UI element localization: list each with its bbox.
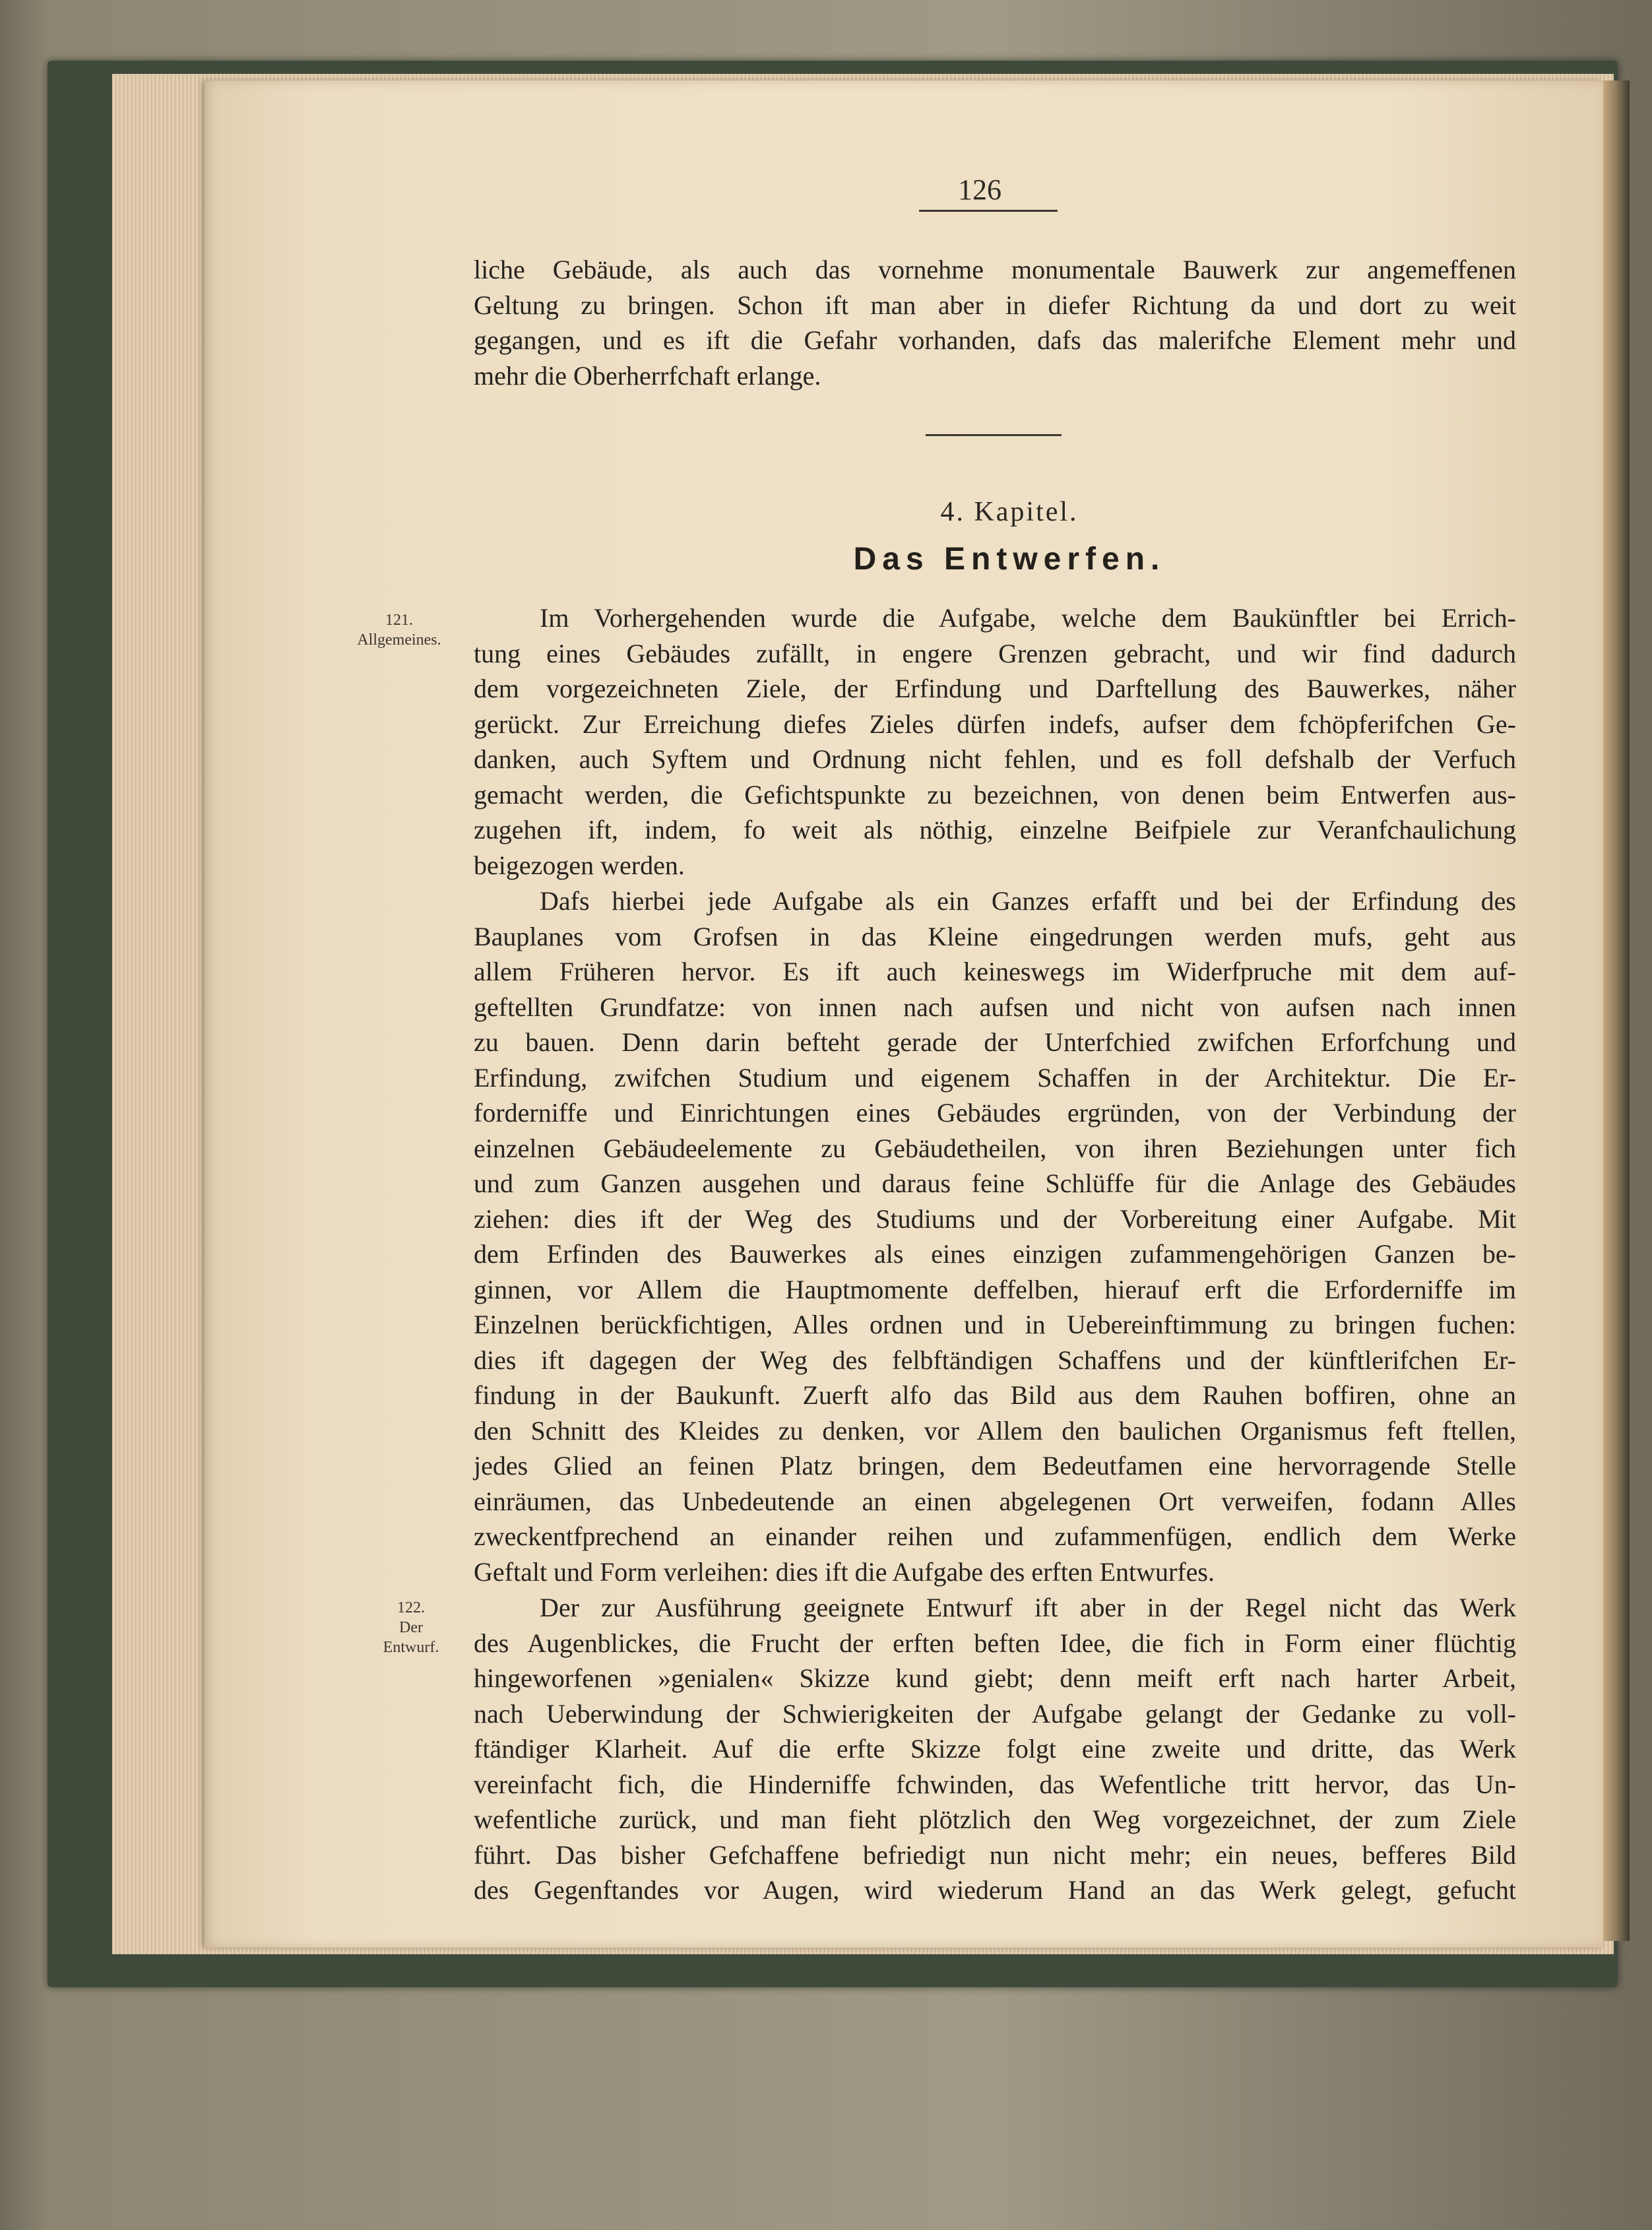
text-line: nach Ueberwindung der Schwierigkeiten der Aufgabe gelangt der Gedanke zu voll-: [474, 1698, 1516, 1729]
text-line: Dafs hierbei jede Aufgabe als ein Ganzes erfafft und bei der Erfindung des: [540, 886, 1516, 916]
text-line: tung eines Gebäudes zufällt, in engere Grenzen gebracht, und wir find dadurch: [474, 638, 1516, 668]
text-line: liche Gebäude, als auch das vornehme monumentale Bauwerk zur angemeffenen: [474, 255, 1516, 284]
text-line: allem Früheren hervor. Es ift auch keineswegs im Widerfpruche mit dem auf-: [474, 957, 1516, 986]
text-line: Bauplanes vom Grofsen in das Kleine eingedrungen werden mufs, geht aus: [474, 921, 1516, 951]
text-line: dies ift dagegen der Weg des felbftändigen Schaffens und der künftlerifchen Er-: [474, 1345, 1516, 1375]
page-number-rule: [919, 210, 1058, 212]
text-line: mehr die Oberherrfchaft erlange.: [474, 360, 821, 391]
text-line: Erfindung, zwifchen Studium und eigenem Schaffen in der Architektur. Die Er-: [474, 1062, 1516, 1093]
chapter-label: 4. Kapitel.: [940, 497, 1079, 527]
text-line: Geltung zu bringen. Schon ift man aber in diefer Richtung da und dort zu weit: [474, 290, 1516, 320]
text-line: ginnen, vor Allem die Hauptmomente deffelben, hierauf erft die Erforderniffe im: [474, 1274, 1516, 1304]
text-line: geftellten Grundfatze: von innen nach aufsen und nicht von aufsen nach innen: [474, 992, 1516, 1022]
paragraph-allgemeines: [474, 600, 1516, 883]
text-line: Im Vorhergehenden wurde die Aufgabe, welche dem Baukünftler bei Errich-: [540, 603, 1516, 633]
text-line: gemacht werden, die Gefichtspunkte zu bezeichnen, von denen beim Entwerfen aus-: [474, 779, 1516, 810]
margin-note-number: 122.: [397, 1599, 425, 1616]
text-line: jedes Glied an feinen Platz bringen, dem Bedeutfamen eine hervorragende Stelle: [474, 1451, 1516, 1481]
text-line: und zum Ganzen ausgehen und daraus feine Schlüffe für die Anlage des Gebäudes: [474, 1168, 1516, 1198]
paragraph-erfindung: [474, 883, 1516, 1589]
text-line: des Gegenftandes vor Augen, wird wiederum Hand an das Werk gelegt, gefucht: [474, 1875, 1516, 1905]
text-line: wefentliche zurück, und man fieht plötzlich den Weg vorgezeichnet, der zum Ziele: [474, 1804, 1516, 1834]
text-line: dem vorgezeichneten Ziele, der Erfindung und Darftellung des Bauwerkes, näher: [474, 674, 1516, 703]
text-line: zweckentfprechend an einander reihen und zufammenfügen, endlich dem Werke: [474, 1521, 1516, 1551]
margin-note-label: Der: [399, 1619, 423, 1636]
text-line: Einzelnen berückfichtigen, Alles ordnen und in Uebereinftimmung zu bringen fuchen:: [474, 1310, 1516, 1339]
margin-note-label: Allgemeines.: [357, 631, 441, 649]
text-line: einzelnen Gebäudeelemente zu Gebäudetheilen, von ihren Beziehungen unter fich: [474, 1133, 1516, 1163]
margin-note-122: [348, 1598, 474, 1657]
text-line: dem Erfinden des Bauwerkes als eines einzigen zufammengehörigen Ganzen be-: [474, 1239, 1516, 1269]
intro-text: [474, 252, 1516, 393]
chapter-title: Das Entwerfen.: [853, 542, 1166, 577]
text-line: findung in der Baukunft. Zuerft alfo das Bild aus dem Rauhen boffiren, ohne an: [474, 1380, 1516, 1410]
text-line: hingeworfenen »genialen« Skizze kund giebt; denn meift erft nach harter Arbeit,: [474, 1663, 1516, 1693]
text-line: gerückt. Zur Erreichung diefes Zieles dürfen indefs, aufser dem fchöpferifchen Ge-: [474, 709, 1516, 739]
text-line: zu bauen. Denn darin befteht gerade der Unterfchied zwifchen Erforfchung und: [474, 1027, 1516, 1057]
margin-note-number: 121.: [385, 612, 413, 629]
text-line: danken, auch Syftem und Ordnung nicht fehlen, und es foll defshalb der Verfuch: [474, 744, 1516, 774]
text-line: forderniffe und Einrichtungen eines Gebäudes ergründen, von der Verbindung der: [474, 1098, 1516, 1128]
page-gutter-shadow: [1603, 80, 1630, 1941]
text-line: führt. Das bisher Gefchaffene befriedigt nun nicht mehr; ein neues, befferes Bild: [474, 1839, 1516, 1870]
text-line: beigezogen werden.: [474, 850, 685, 880]
text-line: gegangen, und es ift die Gefahr vorhanden, dafs das malerifche Element mehr und: [474, 325, 1516, 355]
text-line: Der zur Ausführung geeignete Entwurf ift aber in der Regel nicht das Werk: [540, 1593, 1516, 1622]
text-line: den Schnitt des Kleides zu denken, vor Allem den baulichen Organismus feft ftellen,: [474, 1415, 1516, 1446]
margin-note-121: [336, 610, 462, 650]
text-line: ftändiger Klarheit. Auf die erfte Skizze folgt eine zweite und dritte, das Werk: [474, 1734, 1516, 1764]
margin-note-label: Entwurf.: [383, 1639, 439, 1656]
text-line: Geftalt und Form verleihen: dies ift die Aufgabe des erften Entwurfes.: [474, 1556, 1215, 1587]
paragraph-entwurf: [474, 1590, 1516, 1908]
text-line: einräumen, das Unbedeutende an einen abgelegenen Ort verweifen, fodann Alles: [474, 1486, 1516, 1516]
text-line: vereinfacht fich, die Hinderniffe fchwinden, das Wefentliche tritt hervor, das Un-: [474, 1769, 1516, 1799]
section-separator: [926, 434, 1062, 436]
text-line: ziehen: dies ift der Weg des Studiums und der Vorbereitung einer Aufgabe. Mit: [474, 1203, 1516, 1234]
text-line: des Augenblickes, die Frucht der erften beften Idee, die fich in Form einer flüchtig: [474, 1628, 1516, 1658]
text-line: zugehen ift, indem, fo weit als nöthig, einzelne Beifpiele zur Veranfchaulichung: [474, 815, 1516, 844]
page-number: 126: [958, 174, 1001, 206]
